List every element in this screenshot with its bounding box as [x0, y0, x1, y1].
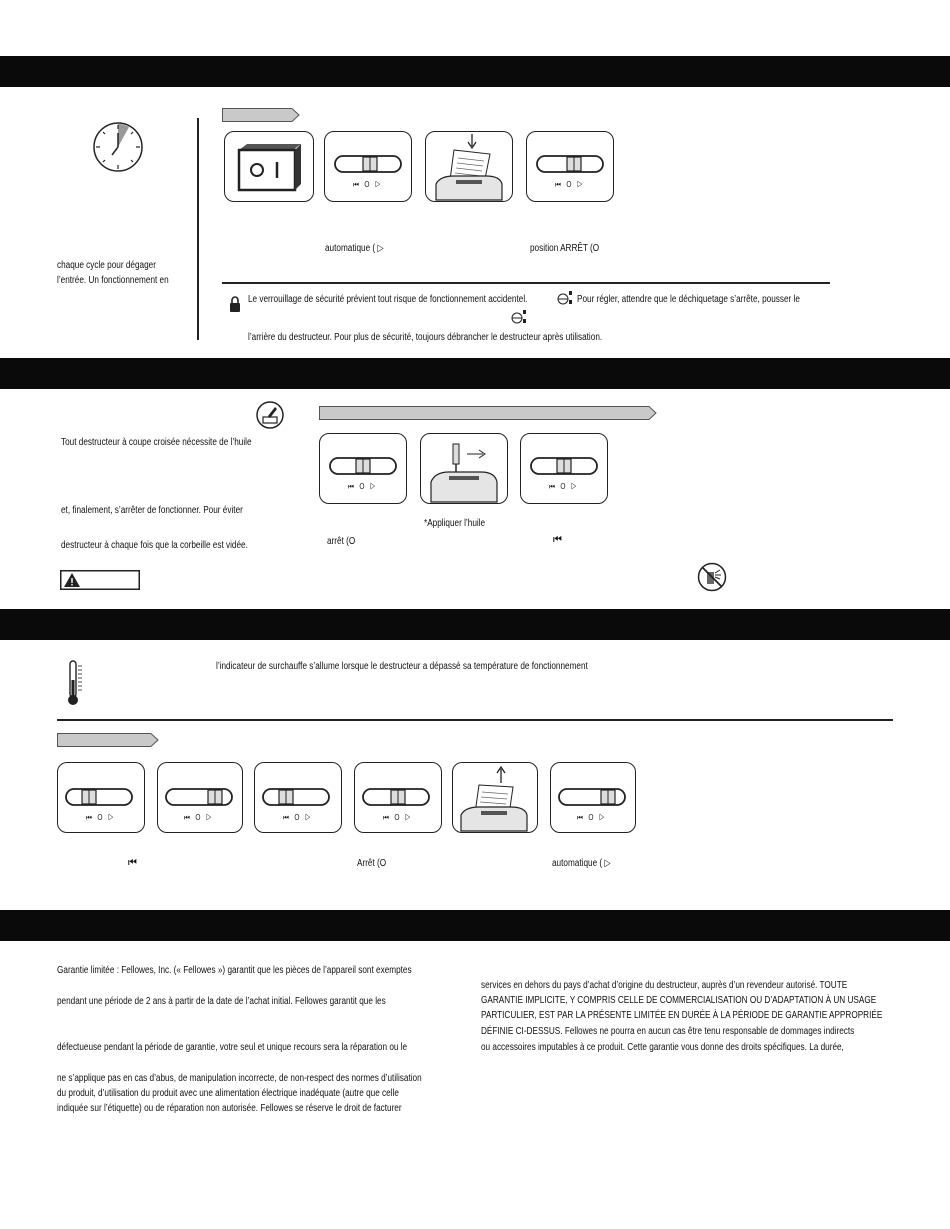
- caption-off: arrêt (O: [327, 536, 356, 547]
- section1-rule: [222, 282, 830, 284]
- safety-lock-text-line-1: Le verrouillage de sécurité prévient tout risque de fonctionnement accidentel.: [248, 294, 528, 305]
- warranty-right-line-1: services en dehors du pays d’achat d’origine du destructeur, auprès d’un revendeur autorisé. TOUTE: [481, 980, 848, 991]
- warranty-left-line-3: défectueuse pendant la période de garantie, votre seul et unique recours sera la réparation ou le: [57, 1042, 408, 1053]
- slide-switch-panel-s3d: [354, 762, 442, 833]
- section-header-band-1: [0, 56, 950, 87]
- warranty-left-line-5: du produit, d’utilisation du produit avec une alimentation électrique inadéquate (autre que celle: [57, 1088, 399, 1099]
- switch-position-labels: ⏮ O ▷: [348, 482, 376, 491]
- warranty-right-line-2: GARANTIE IMPLICITE, Y COMPRIS CELLE DE COMMERCIALISATION OU D’ADAPTATION À UN USAGE: [481, 995, 877, 1006]
- section-header-band-4: [0, 910, 950, 941]
- overheat-indicator-text: l’indicateur de surchauffe s’allume lorsque le destructeur a dépassé sa température de fonctionnement: [216, 661, 588, 672]
- rocker-switch-icon: [225, 132, 313, 201]
- warranty-left-line-4: ne s’applique pas en cas d’abus, de manipulation incorrecte, de non-respect des normes d’utilisation: [57, 1073, 422, 1084]
- section2-left-line-2: et, finalement, s’arrêter de fonctionner. Pour éviter: [61, 505, 243, 516]
- slide-switch-panel-s1a: [324, 131, 412, 202]
- power-rocker-switch-panel: [224, 131, 314, 202]
- switch-position-labels: ⏮ O ▷: [549, 482, 577, 491]
- section3-rule: [57, 719, 893, 721]
- step-arrow-tag-long: [319, 406, 657, 420]
- unlock-slider-icon: [511, 309, 527, 325]
- caption-off: Arrêt (O: [357, 858, 387, 869]
- slide-switch-panel-s3b: [157, 762, 243, 833]
- section-header-band-2: [0, 358, 950, 389]
- clock-icon: [92, 121, 144, 173]
- safety-lock-text-line-1b: Pour régler, attendre que le déchiquetage s’arrête, pousser le: [577, 294, 800, 305]
- padlock-icon: [229, 295, 241, 313]
- warning-label-box: [60, 570, 140, 590]
- slide-switch-panel-s2a: [319, 433, 407, 504]
- slide-switch-panel-s3c: [254, 762, 342, 833]
- oil-maintenance-icon: [256, 401, 284, 429]
- switch-position-labels: ⏮ O ▷: [383, 813, 411, 822]
- section-header-band-3: [0, 609, 950, 640]
- warranty-left-line-6: indiquée sur l’étiquette) ou de réparation non autorisée. Fellowes se réserve le droit de facturer: [57, 1103, 402, 1114]
- lock-slider-icon: [557, 290, 573, 306]
- caption-off-position: position ARRÊT (O: [530, 243, 600, 254]
- switch-position-labels: ⏮ O ▷: [184, 813, 212, 822]
- safety-lock-text-line-2: l’arrière du destructeur. Pour plus de sécurité, toujours débrancher le destructeur après utilisation.: [248, 332, 603, 343]
- caption-auto: automatique ( ▷: [325, 243, 384, 254]
- warranty-left-line-1: Garantie limitée : Fellowes, Inc. (« Fellowes ») garantit que les pièces de l’appareil sont exemptes: [57, 965, 412, 976]
- section1-left-line-1: chaque cycle pour dégager: [57, 260, 156, 271]
- no-aerosol-icon: [697, 562, 727, 592]
- switch-position-labels: ⏮ O ▷: [555, 180, 583, 189]
- slide-switch-panel-s3a: [57, 762, 145, 833]
- warranty-right-line-4: DÉFINIE CI-DESSUS. Fellowes ne pourra en aucun cas être tenu responsable de dommages indirects: [481, 1026, 855, 1037]
- switch-position-labels: ⏮ O ▷: [86, 813, 114, 822]
- thermometer-icon: [66, 660, 84, 706]
- warranty-left-line-2: pendant une période de 2 ans à partir de la date de l’achat initial. Fellowes garantit que les: [57, 996, 386, 1007]
- slide-switch-panel-s2b: [520, 433, 608, 504]
- section2-left-line-1: Tout destructeur à coupe croisée nécessite de l’huile: [61, 437, 252, 448]
- caption-reverse-symbol: ⏮: [553, 532, 562, 546]
- step-arrow-tag: [222, 108, 300, 122]
- caption-apply-oil: *Appliquer l’huile: [424, 518, 486, 529]
- caption-auto: automatique ( ▷: [552, 858, 611, 869]
- switch-position-labels: ⏮ O ▷: [283, 813, 311, 822]
- remove-paper-illustration: [452, 762, 538, 833]
- switch-position-labels: ⏮ O ▷: [577, 813, 605, 822]
- shredder-feed-illustration: [425, 131, 513, 202]
- section1-left-line-2: l’entrée. Un fonctionnement en: [57, 275, 169, 286]
- caption-reverse-symbol: ⏮: [128, 855, 137, 869]
- oil-application-illustration: [420, 433, 508, 504]
- step-arrow-tag: [57, 733, 159, 747]
- section1-divider: [197, 118, 199, 340]
- warranty-right-line-5: ou accessoires imputables à ce produit. Cette garantie vous donne des droits spécifiques. La durée,: [481, 1042, 844, 1053]
- slide-switch-panel-s1b: [526, 131, 614, 202]
- slide-switch-panel-s3e: [550, 762, 636, 833]
- section2-left-line-3: destructeur à chaque fois que la corbeille est vidée.: [61, 540, 248, 551]
- switch-position-labels: ⏮ O ▷: [353, 180, 381, 189]
- warranty-right-line-3: PARTICULIER, EST PAR LA PRÉSENTE LIMITÉE EN DURÉE À LA PÉRIODE DE GARANTIE APPROPRIÉE: [481, 1010, 883, 1021]
